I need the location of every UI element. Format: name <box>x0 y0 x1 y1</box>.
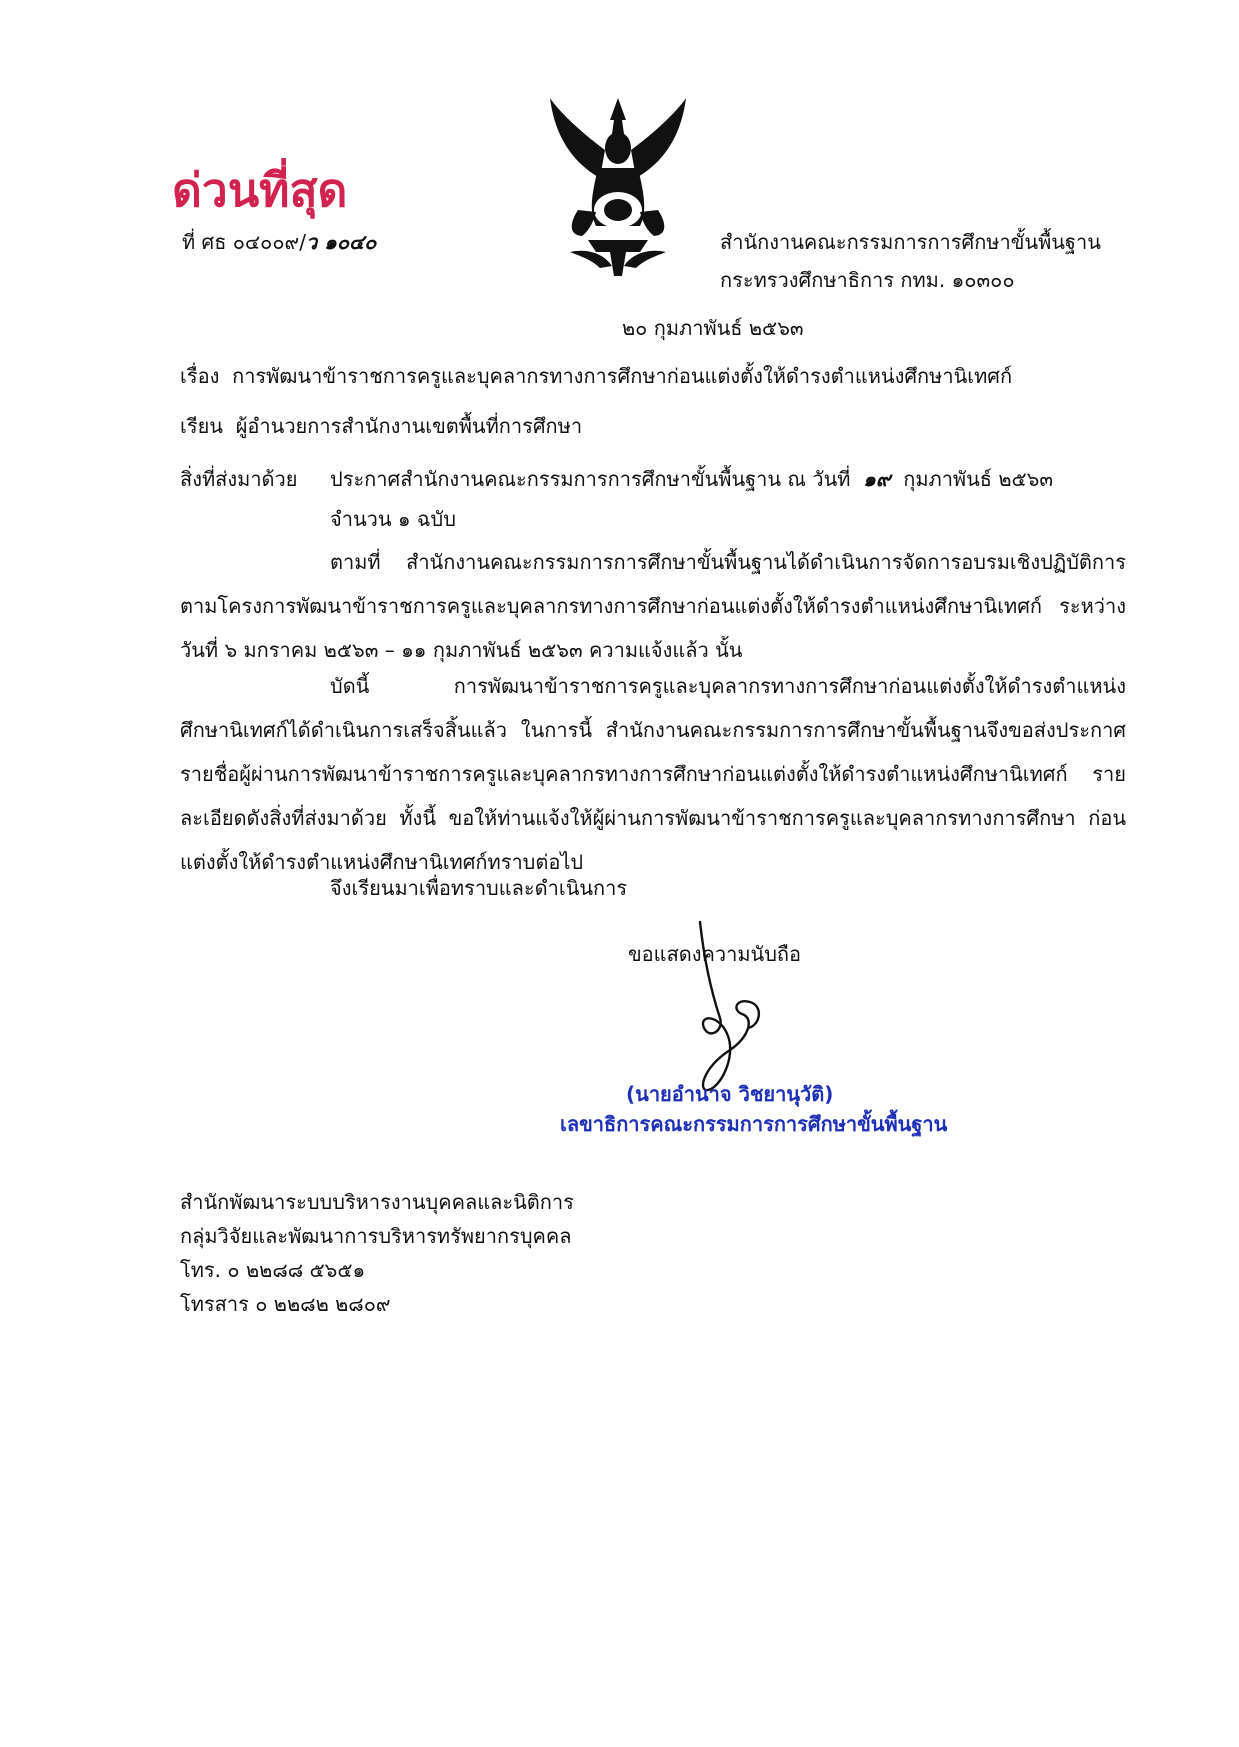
enclosure-line <box>330 465 1053 493</box>
footer-phone: โทร. ๐ ๒๒๘๘ ๕๖๕๑ <box>180 1258 366 1282</box>
footer-group: กลุ่มวิจัยและพัฒนาการบริหารทรัพยากรบุคคล <box>180 1224 572 1248</box>
enclosure-text: ประกาศสำนักงานคณะกรรมการการศึกษาขั้นพื้นฐาน ณ วันที่ <box>330 467 851 491</box>
sender-line-2: กระทรวงศึกษาธิการ กทม. ๑๐๓๐๐ <box>720 268 1015 292</box>
signer-title: เลขาธิการคณะกรรมการการศึกษาขั้นพื้นฐาน <box>560 1112 948 1136</box>
enclosure-day: ๑๙ <box>863 467 891 491</box>
enclosure-label: สิ่งที่ส่งมาด้วย <box>180 467 298 491</box>
footer-department: สำนักพัฒนาระบบบริหารงานบุคคลและนิติการ <box>180 1190 574 1214</box>
recipient-label: เรียน <box>180 414 223 438</box>
footer-fax: โทรสาร ๐ ๒๒๘๒ ๒๘๐๙ <box>180 1292 391 1316</box>
letter-date: ๒๐ กุมภาพันธ์ ๒๕๖๓ <box>622 316 804 340</box>
recipient-text: ผู้อำนวยการสำนักงานเขตพื้นที่การศึกษา <box>235 414 583 438</box>
closing-request: จึงเรียนมาเพื่อทราบและดำเนินการ <box>330 876 628 900</box>
subject-text: การพัฒนาข้าราชการครูและบุคลากรทางการศึกษาก่อนแต่งตั้งให้ดำรงตำแหน่งศึกษานิเทศก์ <box>232 364 1013 388</box>
body-paragraph-2: บัดนี้ การพัฒนาข้าราชการครูและบุคลากรทางการศึกษาก่อนแต่งตั้งให้ดำรงตำแหน่ง ศึกษานิเทศก์ได้ดำเนินการเสร็จสิ้นแล้ว ในการนี้ สำนักงานคณะกรรมการการศึกษาขั้นพื้นฐานจึงขอส่งประกาศ รายชื่อผู้ผ่านการพัฒนาข้าราชการครูและบุคลากรทางการศึกษาก่อนแต่งตั้งให้ดำรงตำแหน่งศึกษานิเทศก์ รายละเอียดดังสิ่งที่ส่งมาด้วย ทั้งนี้ ขอให้ท่านแจ้งให้ผู้ผ่านการพัฒนาข้าราชการครูและบุคลากรทางการศึกษา ก่อนแต่งตั้งให้ดำรงตำแหน่งศึกษานิเทศก์ทราบต่อไป <box>180 674 1126 874</box>
reference-handwritten: ว ๑๐๔๐ <box>305 230 377 254</box>
closing-salutation: ขอแสดงความนับถือ <box>628 942 802 966</box>
subject-label: เรื่อง <box>180 364 220 388</box>
signer-name: (นายอำนาจ วิชยานุวัติ) <box>626 1082 834 1106</box>
reference-prefix: ที่ ศธ ๐๔๐๐๙/ <box>182 230 306 254</box>
reference-number <box>182 228 376 256</box>
urgency-stamp: ด่วนที่สุด <box>172 163 348 217</box>
subject-line <box>180 362 1012 390</box>
enclosure-month: กุมภาพันธ์ ๒๕๖๓ <box>903 467 1054 491</box>
sender-line-1: สำนักงานคณะกรรมการการศึกษาขั้นพื้นฐาน <box>720 230 1101 254</box>
body-paragraph-1: ตามที่ สำนักงานคณะกรรมการการศึกษาขั้นพื้นฐานได้ดำเนินการจัดการอบรมเชิงปฏิบัติการ ตามโครงการพัฒนาข้าราชการครูและบุคลากรทางการศึกษาก่อนแต่งตั้งให้ดำรงตำแหน่งศึกษานิเทศก์ ระหว่างวันที่ ๖ มกราคม ๒๕๖๓ – ๑๑ กุมภาพันธ์ ๒๕๖๓ ความแจ้งแล้ว นั้น <box>180 550 1126 662</box>
garuda-emblem-icon <box>548 90 688 280</box>
enclosure-count: จำนวน ๑ ฉบับ <box>330 507 456 531</box>
recipient-line <box>180 412 582 440</box>
signature-image <box>690 918 810 1098</box>
